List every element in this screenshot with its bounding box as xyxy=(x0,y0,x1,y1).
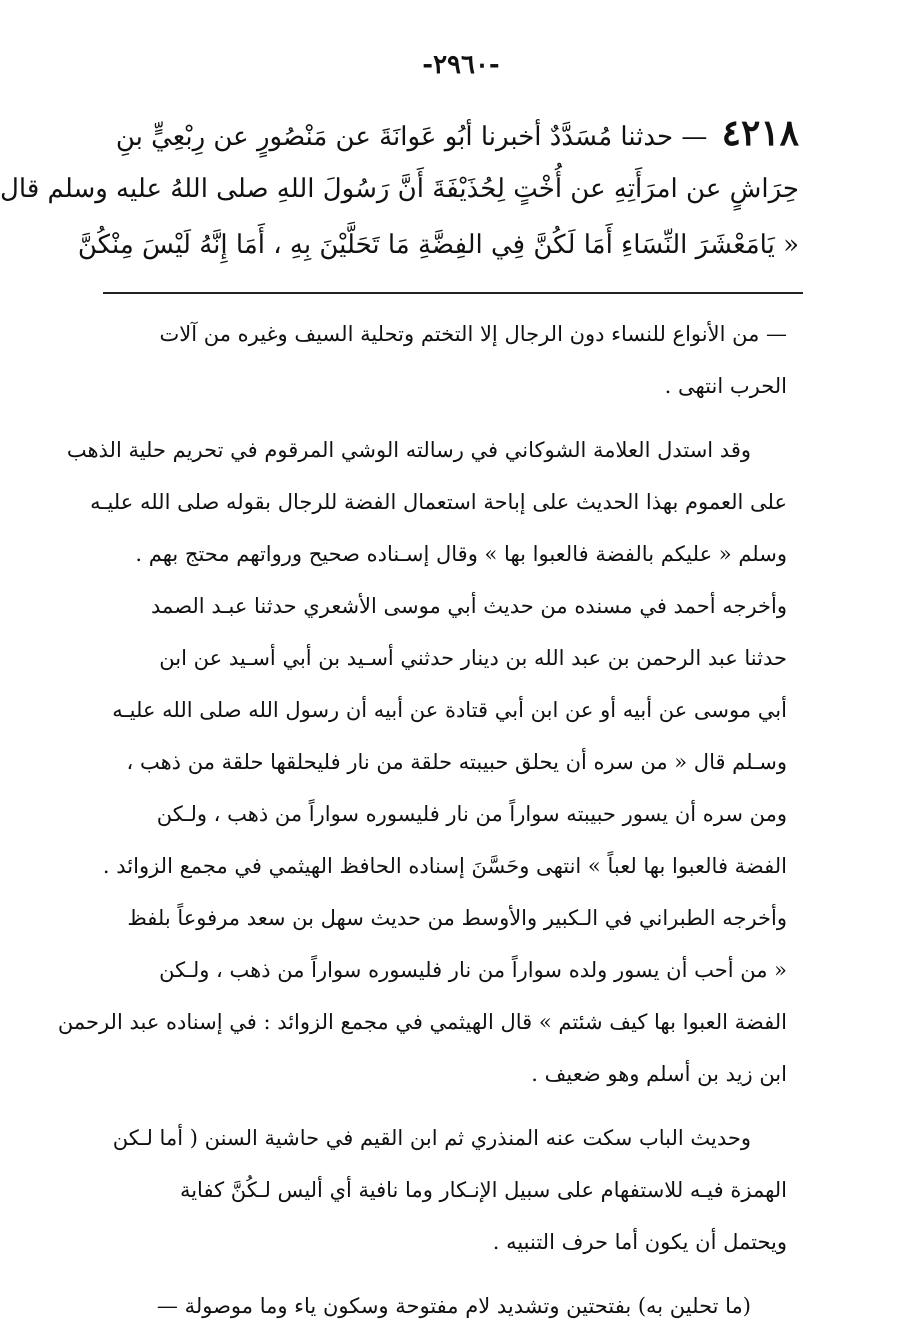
paragraph-gap xyxy=(137,1100,787,1112)
commentary-line: — من الأنواع للنساء دون الرجال إلا التختم وتحلية السيف وغيره من آلات xyxy=(159,322,787,346)
commentary-line: الهمزة فيـه للاستفهام على سبيل الإنـكار وما نافية أي أليس لـكُنَّ كفاية xyxy=(179,1178,787,1202)
commentary-line: ابن زيد بن أسلم وهو ضعيف . xyxy=(531,1062,787,1086)
commentary-line: وسـلم قال « من سره أن يحلق حبيبته حلقة من نار فليحلقها حلقة من ذهب ، xyxy=(126,750,787,774)
hadith-line: « يَامَعْشَرَ النِّسَاءِ أَمَا لَكُنَّ فِي الفِضَّةِ مَا تَحَلَّيْنَ بِهِ ، أَمَا إِنَّهُ لَيْسَ مِنْكُنَّ xyxy=(77,230,799,260)
commentary-line: ومن سره أن يسور حبيبته سواراً من نار فليسوره سواراً من ذهب ، ولـكن xyxy=(156,802,787,826)
hadith-block xyxy=(0,108,799,276)
commentary-line: وحديث الباب سكت عنه المنذري ثم ابن القيم في حاشية السنن ( أما لـكن xyxy=(112,1126,751,1150)
commentary-line: وأخرجه أحمد في مسنده من حديث أبي موسى الأشعري حدثنا عبـد الصمد xyxy=(151,594,787,618)
commentary-line: على العموم بهذا الحديث على إباحة استعمال الفضة للرجال بقوله صلى الله عليـه xyxy=(90,490,787,514)
paragraph-gap xyxy=(137,412,787,424)
commentary-line: (ما تحلين به) بفتحتين وتشديد لام مفتوحة وسكون ياء وما موصولة — xyxy=(156,1294,751,1318)
commentary-line: أبي موسى عن أبيه أو عن ابن أبي قتادة عن أبيه أن رسول الله صلى الله عليـه xyxy=(112,698,787,722)
commentary-block xyxy=(57,308,787,1332)
commentary-line: « من أحب أن يسور ولده سواراً من نار فليسوره سواراً من ذهب ، ولـكن xyxy=(159,958,787,982)
commentary-line: حدثنا عبد الرحمن بن عبد الله بن دينار حدثني أسـيد بن أبي أسـيد عن ابن xyxy=(159,646,787,670)
commentary-line: وسلم « عليكم بالفضة فالعبوا بها » وقال إسـناده صحيح ورواتهم محتج بهم . xyxy=(135,542,787,566)
commentary-line: وأخرجه الطبراني في الـكبير والأوسط من حديث سهل بن سعد مرفوعاً بلفظ xyxy=(127,906,787,930)
commentary-line: الفضة العبوا بها كيف شئتم » قال الهيثمي في مجمع الزوائد : في إسناده عبد الرحمن xyxy=(57,1010,787,1034)
footnote-divider xyxy=(103,292,803,294)
hadith-line: حِرَاشٍ عن امرَأَتِهِ عن أُخْتٍ لِحُذَيْفَةَ أَنَّ رَسُولَ اللهِ صلى اللهُ عليه وسلم قال xyxy=(0,174,799,204)
paragraph-gap xyxy=(137,1268,787,1280)
commentary-line: الحرب انتهى . xyxy=(664,374,787,398)
commentary-line: الفضة فالعبوا بها لعباً » انتهى وحَسَّنَ إسناده الحافظ الهيثمي في مجمع الزوائد . xyxy=(102,854,787,878)
commentary-line: ويحتمل أن يكون أما حرف التنبيه . xyxy=(492,1230,787,1254)
hadith-line-text: — حدثنا مُسَدَّدٌ أخبرنا أبُو عَوانَةَ عن مَنْصُورٍ عن رِبْعِيٍّ بنِ xyxy=(115,122,708,152)
page-number: -٢٩٦٠- xyxy=(422,50,500,80)
hadith-number: ٤٢١٨ xyxy=(721,112,799,154)
commentary-line: وقد استدل العلامة الشوكاني في رسالته الوشي المرقوم في تحريم حلية الذهب xyxy=(66,438,751,462)
hadith-line xyxy=(109,108,799,164)
